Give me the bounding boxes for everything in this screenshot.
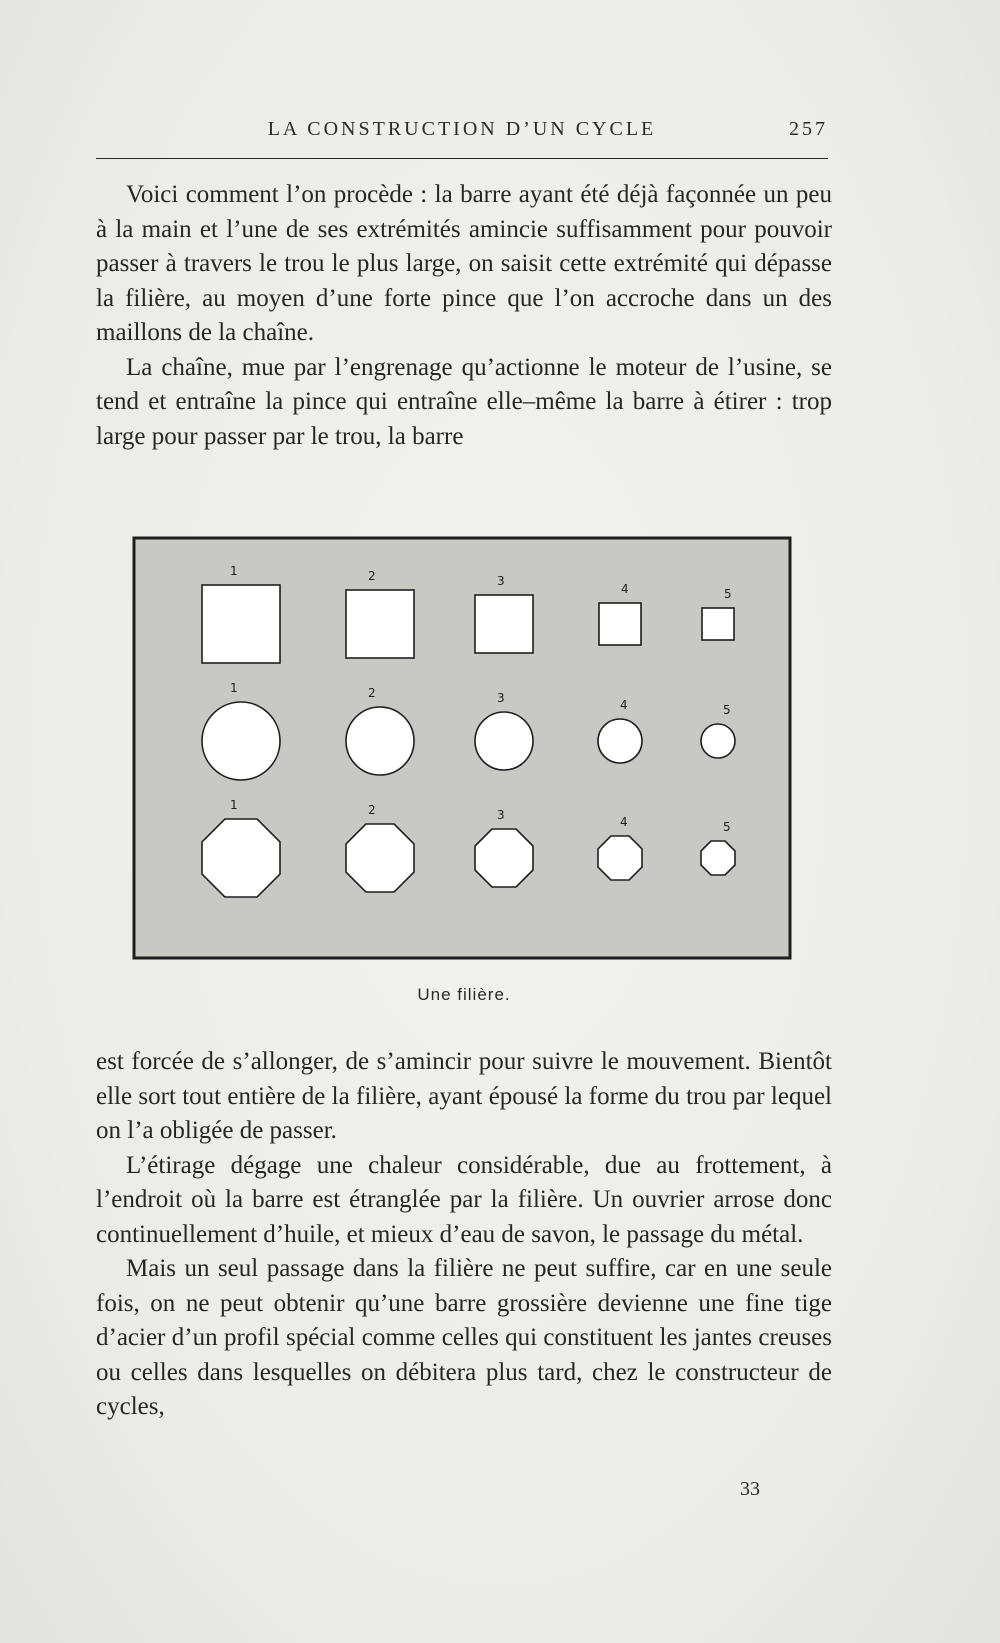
octagon-label-5: 5 bbox=[723, 820, 731, 834]
square-hole-3 bbox=[475, 595, 533, 653]
square-hole-1 bbox=[202, 585, 280, 663]
circle-label-4: 4 bbox=[620, 698, 628, 712]
header-rule bbox=[96, 158, 828, 159]
circle-hole-5 bbox=[701, 724, 735, 758]
octagon-hole-3 bbox=[475, 829, 533, 887]
square-label-1: 1 bbox=[230, 564, 238, 578]
page-number: 257 bbox=[789, 118, 828, 140]
square-label-2: 2 bbox=[368, 569, 376, 583]
body-text-top bbox=[96, 178, 832, 454]
paragraph: Voici comment l’on procède : la barre ayant été déjà façonnée un peu à la main et l’une de ses extrémités amincie suffisamment pour pouvoir passer à travers le trou le plus large, on saisit cette extrémité qui dépasse la filière, au moyen d’une forte pince que l’on accroche dans un des maillons de la chaîne. bbox=[96, 181, 832, 346]
square-hole-2 bbox=[346, 590, 414, 658]
circle-hole-4 bbox=[598, 719, 642, 763]
octagon-hole-2 bbox=[346, 824, 414, 892]
square-label-3: 3 bbox=[497, 574, 505, 588]
circle-label-3: 3 bbox=[497, 691, 505, 705]
square-label-5: 5 bbox=[724, 587, 732, 601]
circle-label-1: 1 bbox=[230, 681, 238, 695]
paragraph: La chaîne, mue par l’engrenage qu’actionne le moteur de l’usine, se tend et entraîne la pince qui entraîne elle–même la barre à étirer : trop large pour passer par le trou, la barre bbox=[96, 353, 832, 450]
paragraph: L’étirage dégage une chaleur considérable, due au frottement, à l’endroit où la barre est étranglée par la filière. Un ouvrier arrose donc continuellement d’huile, et mieux d’eau de savon, le passage du métal. bbox=[96, 1151, 832, 1248]
paragraph: Mais un seul passage dans la filière ne peut suffire, car en une seule fois, on ne peut obtenir qu’une barre grossière devienne une fine tige d’acier d’un profil spécial comme celles qui constituent les jantes creuses ou celles dans lesquelles on débitera plus tard, chez le constructeur de cycles, bbox=[96, 1255, 832, 1420]
circle-hole-2 bbox=[346, 707, 414, 775]
circle-label-2: 2 bbox=[368, 686, 376, 700]
paragraph: est forcée de s’allonger, de s’amincir pour suivre le mouvement. Bientôt elle sort tout entière de la filière, ayant épousé la forme du trou par lequel on l’a obligée de passer. bbox=[96, 1048, 832, 1144]
octagon-label-3: 3 bbox=[497, 808, 505, 822]
die-plate-figure bbox=[132, 536, 792, 962]
square-hole-5 bbox=[702, 608, 734, 640]
square-hole-4 bbox=[599, 603, 641, 645]
octagon-hole-5 bbox=[701, 841, 735, 875]
octagon-hole-4 bbox=[598, 836, 642, 880]
body-text-bottom bbox=[96, 1045, 832, 1425]
octagon-label-2: 2 bbox=[368, 803, 376, 817]
figure-caption: Une filière. bbox=[417, 985, 511, 1004]
circle-hole-1 bbox=[202, 702, 280, 780]
running-title: LA CONSTRUCTION D’UN CYCLE bbox=[267, 118, 657, 140]
signature-mark: 33 bbox=[740, 1478, 760, 1500]
octagon-label-4: 4 bbox=[620, 815, 628, 829]
running-head bbox=[96, 118, 828, 148]
circle-hole-3 bbox=[475, 712, 533, 770]
circle-label-5: 5 bbox=[723, 703, 731, 717]
square-label-4: 4 bbox=[621, 582, 629, 596]
die-plate-illustration bbox=[132, 536, 792, 962]
octagon-hole-1 bbox=[202, 819, 280, 897]
octagon-label-1: 1 bbox=[230, 798, 238, 812]
